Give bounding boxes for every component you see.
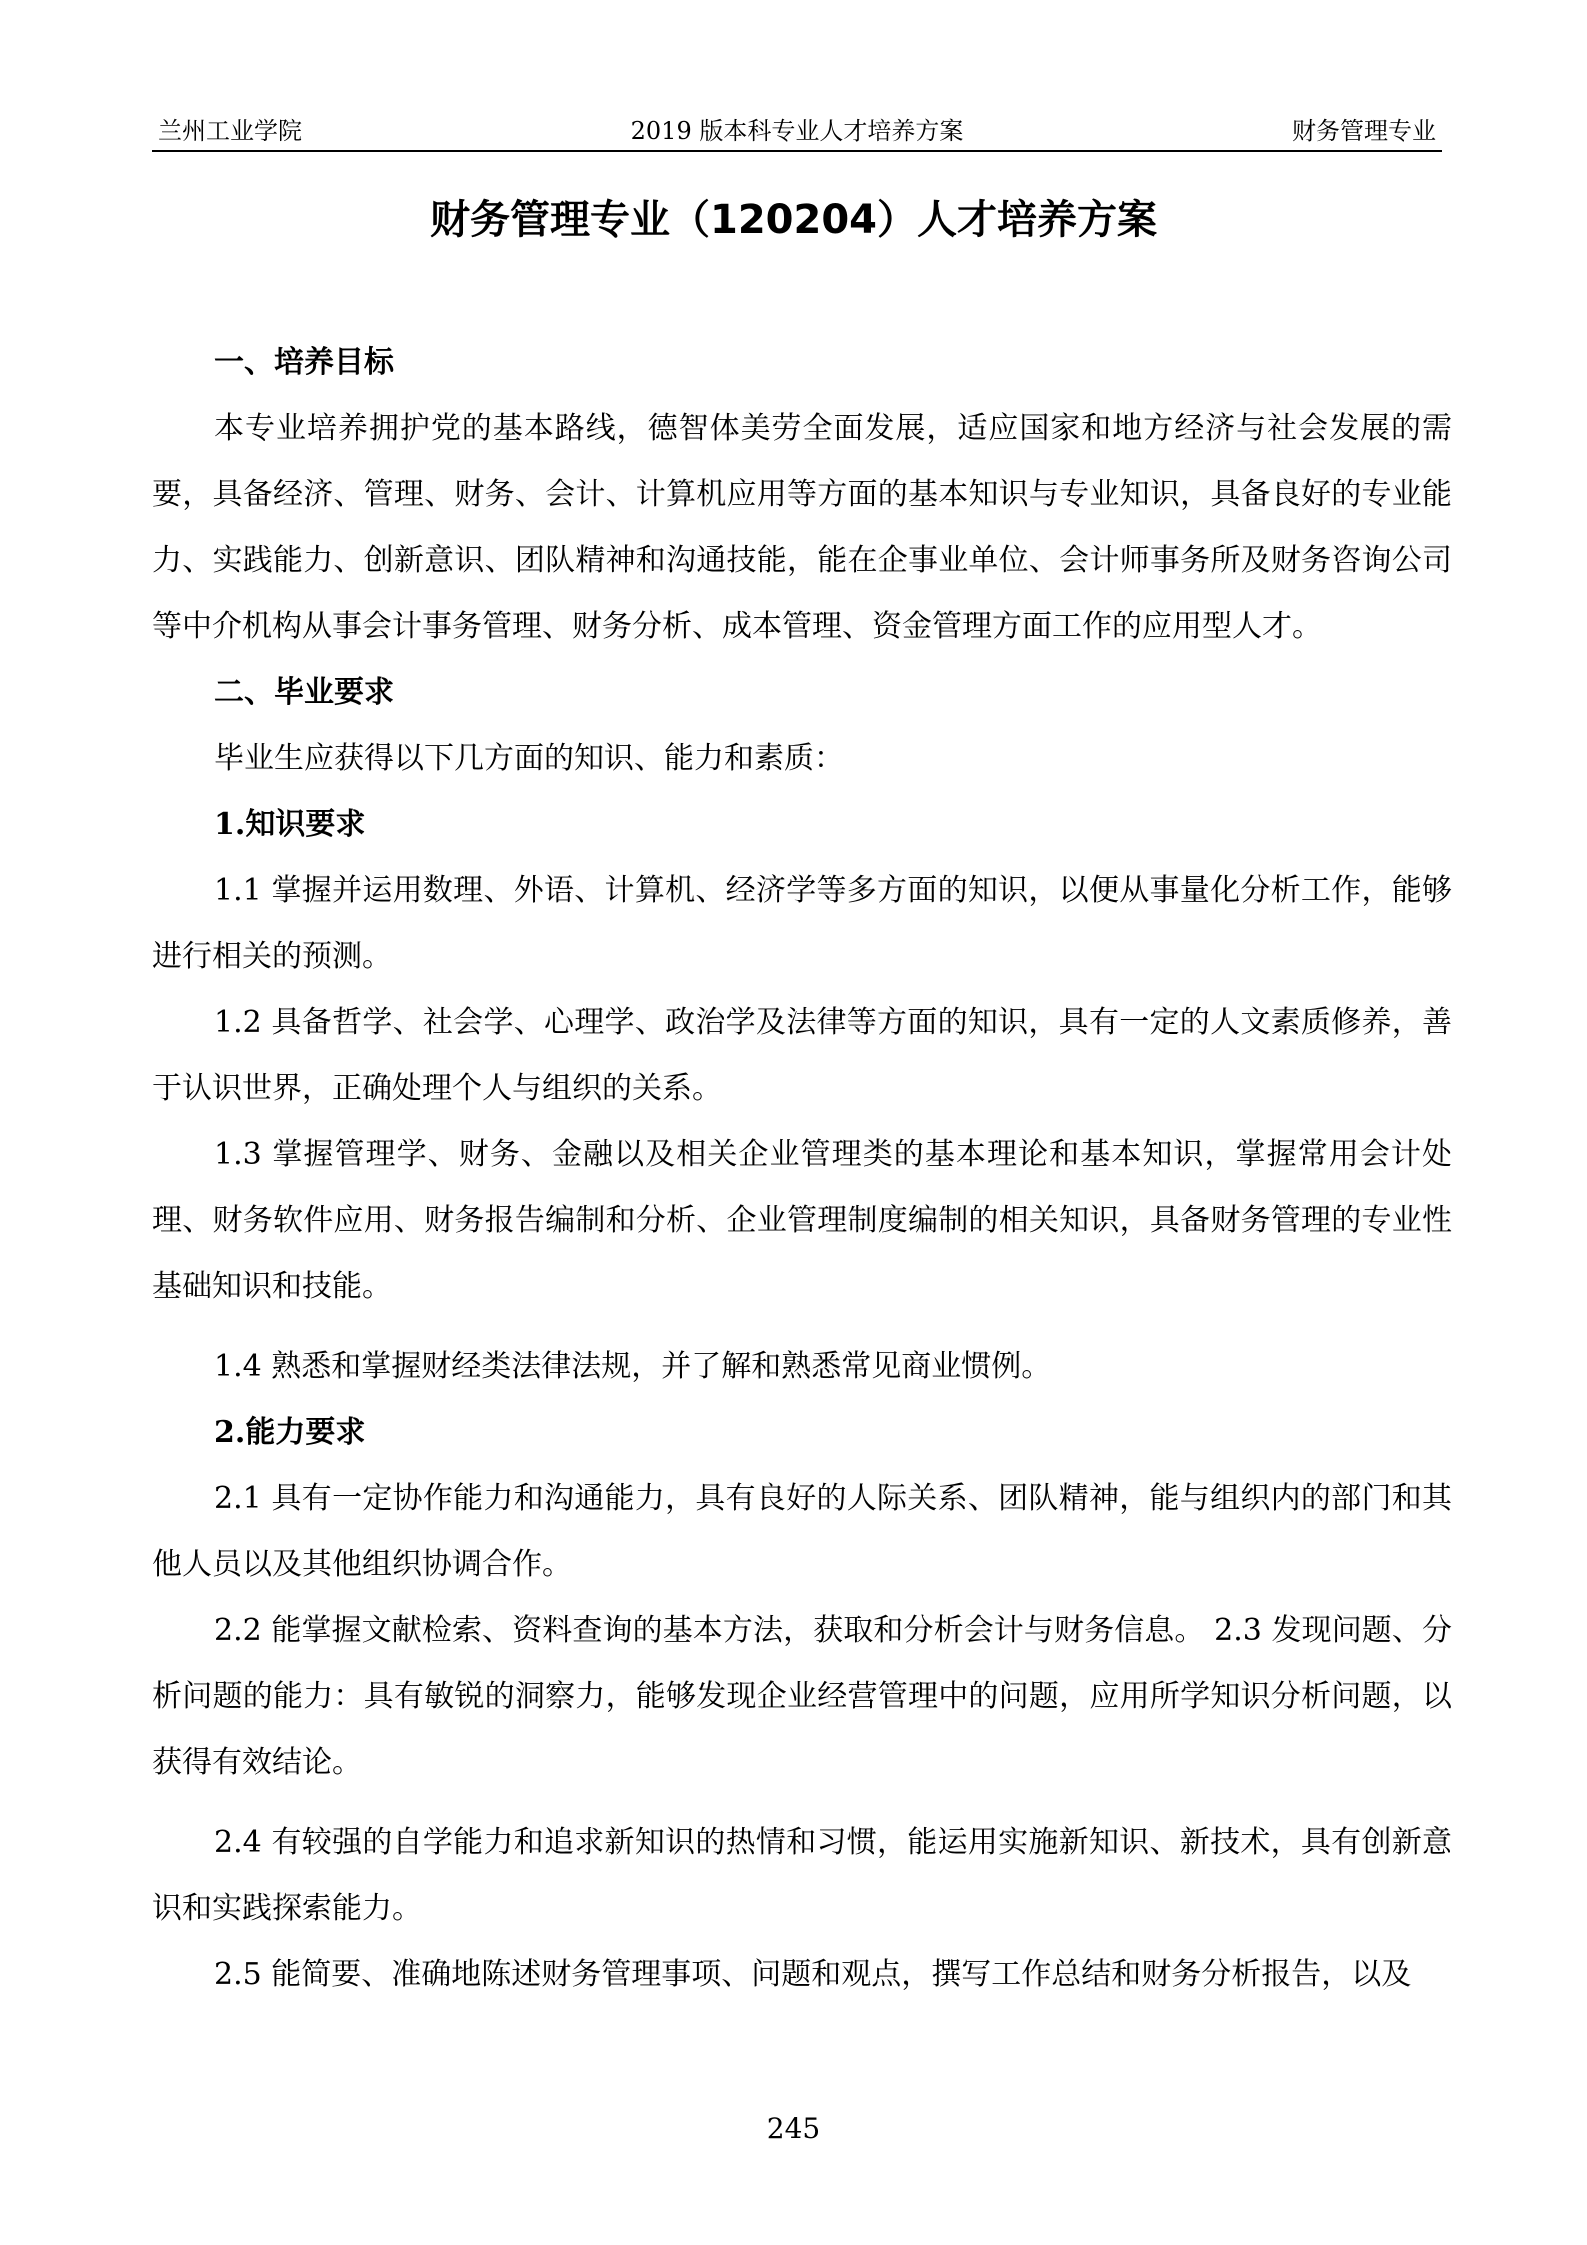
page-header: [152, 108, 1442, 152]
header-institution: 兰州工业学院: [158, 117, 302, 145]
section-heading-objectives: 一、培养目标: [214, 345, 394, 380]
page-number: 245: [766, 2112, 821, 2145]
ability-item-2-1: 2.1 具有一定协作能力和沟通能力，具有良好的人际关系、团队精神，能与组织内的部门和其他人员以及其他组织协调合作。: [152, 1481, 1452, 1582]
header-document-name: 2019 版本科专业人才培养方案: [630, 117, 964, 145]
ability-item-2-2-2-3: 2.2 能掌握文献检索、资料查询的基本方法，获取和分析会计与财务信息。 2.3 发现问题、分析问题的能力：具有敏锐的洞察力，能够发现企业经营管理中的问题，应用所学知识分析问题，以获得有效结论。: [152, 1613, 1452, 1780]
subheading-ability: 2.能力要求: [214, 1415, 366, 1450]
knowledge-item-1-3: 1.3 掌握管理学、财务、金融以及相关企业管理类的基本理论和基本知识，掌握常用会计处理、财务软件应用、财务报告编制和分析、企业管理制度编制的相关知识，具备财务管理的专业性基础知识和技能。: [152, 1137, 1452, 1304]
knowledge-item-1-2: 1.2 具备哲学、社会学、心理学、政治学及法律等方面的知识，具有一定的人文素质修养，善于认识世界，正确处理个人与组织的关系。: [152, 1005, 1452, 1106]
objectives-paragraph: 本专业培养拥护党的基本路线，德智体美劳全面发展，适应国家和地方经济与社会发展的需要，具备经济、管理、财务、会计、计算机应用等方面的基本知识与专业知识，具备良好的专业能力、实践能力、创新意识、团队精神和沟通技能，能在企事业单位、会计师事务所及财务咨询公司等中介机构从事会计事务管理、财务分析、成本管理、资金管理方面工作的应用型人才。: [152, 411, 1452, 644]
ability-item-2-5: 2.5 能简要、准确地陈述财务管理事项、问题和观点，撰写工作总结和财务分析报告，以及: [214, 1957, 1412, 1992]
document-body: [152, 330, 1452, 2008]
page-title: 财务管理专业（120204）人才培养方案: [430, 197, 1157, 243]
knowledge-item-1-4: 1.4 熟悉和掌握财经类法律法规，并了解和熟悉常见商业惯例。: [214, 1349, 1052, 1384]
ability-item-2-4: 2.4 有较强的自学能力和追求新知识的热情和习惯，能运用实施新知识、新技术，具有创新意识和实践探索能力。: [152, 1825, 1452, 1926]
subheading-knowledge: 1.知识要求: [214, 807, 366, 842]
requirements-intro: 毕业生应获得以下几方面的知识、能力和素质：: [214, 741, 844, 776]
header-major: 财务管理专业: [1292, 117, 1436, 145]
knowledge-item-1-1: 1.1 掌握并运用数理、外语、计算机、经济学等多方面的知识，以便从事量化分析工作，能够进行相关的预测。: [152, 873, 1452, 974]
section-heading-requirements: 二、毕业要求: [214, 675, 394, 710]
